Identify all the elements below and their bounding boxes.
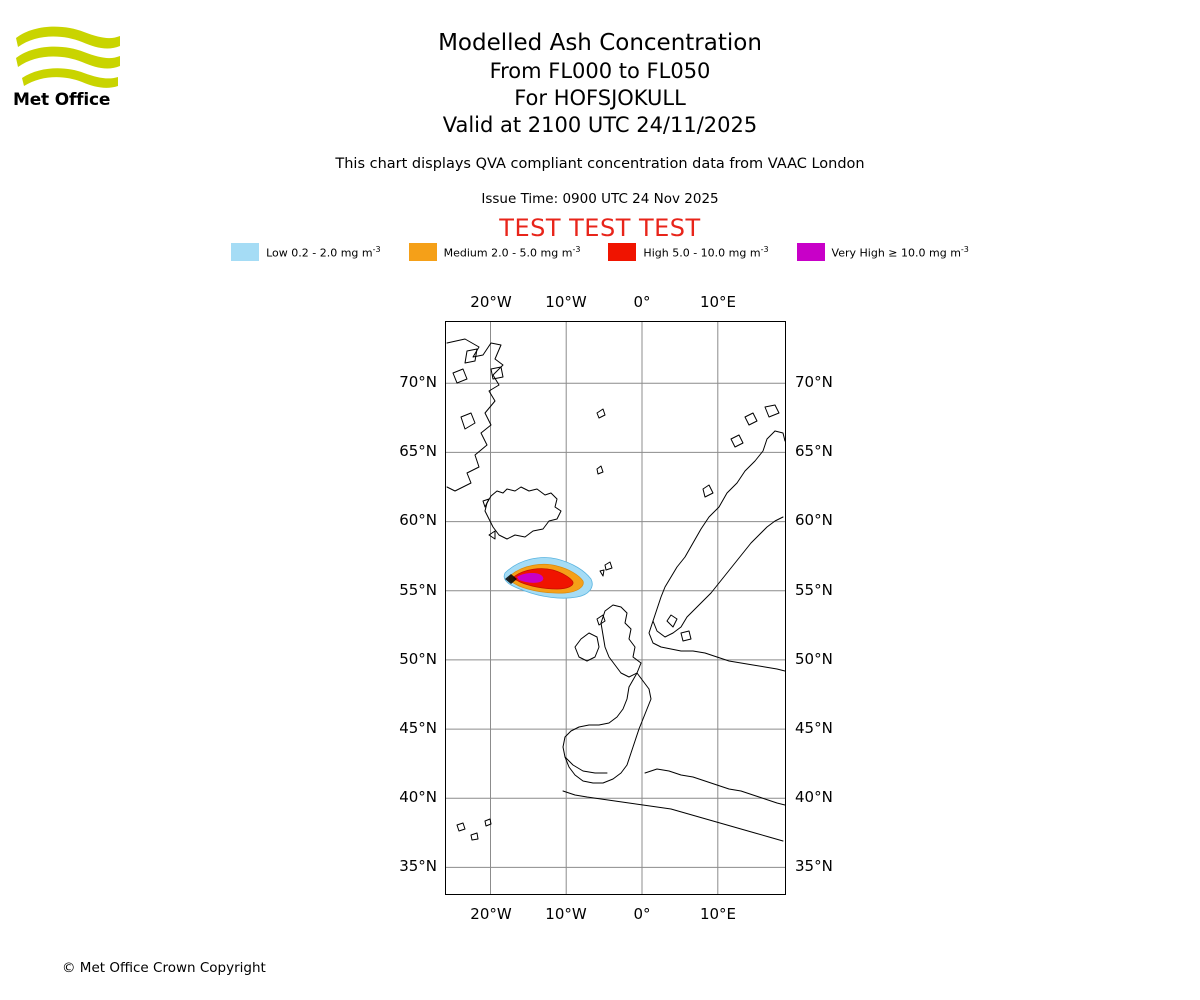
axis-label-right-lat-45n: 45°N (795, 719, 833, 737)
chart-title-block (0, 28, 1200, 139)
legend-item-medium (409, 243, 581, 261)
legend-swatch-low (231, 243, 259, 261)
axis-label-left-lat-65n: 65°N (399, 442, 437, 460)
legend-item-very-high (797, 243, 969, 261)
axis-label-left-lat-40n: 40°N (399, 788, 437, 806)
legend-swatch-high (608, 243, 636, 261)
axis-label-bottom-lon-0: 0° (633, 905, 651, 923)
page-title: Modelled Ash Concentration (438, 30, 762, 56)
axis-label-top-lon-20w: 20°W (470, 293, 512, 311)
met-office-logo-text: Met Office (13, 90, 111, 110)
axis-label-top-lon-0: 0° (633, 293, 651, 311)
ash-plume (504, 558, 592, 599)
axis-label-right-lat-50n: 50°N (795, 650, 833, 668)
legend-item-low (231, 243, 381, 261)
title-valid-time: Valid at 2100 UTC 24/11/2025 (442, 113, 758, 137)
axis-label-right-lat-55n: 55°N (795, 581, 833, 599)
axis-label-top-lon-10w: 10°W (545, 293, 587, 311)
legend-label-medium: Medium 2.0 - 5.0 mg $m^{-3}$ (443, 244, 581, 260)
map-panel (399, 293, 833, 923)
legend-label-low: Low 0.2 - 2.0 mg $m^{-3}$ (266, 244, 381, 260)
axis-label-left-lat-45n: 45°N (399, 719, 437, 737)
axis-label-bottom-lon-20w: 20°W (470, 905, 512, 923)
axis-label-right-lat-65n: 65°N (795, 442, 833, 460)
axis-label-right-lat-70n: 70°N (795, 373, 833, 391)
map-graticule (446, 322, 785, 894)
axis-label-right-lat-40n: 40°N (795, 788, 833, 806)
legend-item-high (608, 243, 768, 261)
axis-label-bottom-lon-10w: 10°W (545, 905, 587, 923)
legend-label-very-high: Very High ≥ 10.0 mg $m^{-3}$ (831, 244, 969, 260)
axis-label-left-lat-35n: 35°N (399, 857, 437, 875)
legend-label-high: High 5.0 - 10.0 mg $m^{-3}$ (643, 244, 769, 260)
legend-swatch-medium (409, 243, 437, 261)
copyright-text: © Met Office Crown Copyright (62, 960, 266, 976)
issue-time: Issue Time: 0900 UTC 24 Nov 2025 (481, 191, 719, 207)
legend-swatch-very-high (797, 243, 825, 261)
title-volcano: For HOFSJOKULL (514, 86, 686, 110)
map-canvas (445, 321, 786, 895)
map-coastlines (447, 339, 785, 841)
axis-label-right-lat-35n: 35°N (795, 857, 833, 875)
title-flight-levels: From FL000 to FL050 (489, 59, 711, 83)
axis-label-bottom-lon-10e: 10°E (699, 905, 737, 923)
concentration-legend (0, 243, 1200, 261)
axis-label-top-lon-10e: 10°E (699, 293, 737, 311)
axis-label-left-lat-70n: 70°N (399, 373, 437, 391)
chart-subnote: This chart displays QVA compliant concentration data from VAAC London (335, 156, 865, 172)
axis-label-right-lat-60n: 60°N (795, 511, 833, 529)
axis-label-left-lat-55n: 55°N (399, 581, 437, 599)
axis-label-left-lat-50n: 50°N (399, 650, 437, 668)
test-banner: TEST TEST TEST (499, 214, 701, 242)
axis-label-left-lat-60n: 60°N (399, 511, 437, 529)
